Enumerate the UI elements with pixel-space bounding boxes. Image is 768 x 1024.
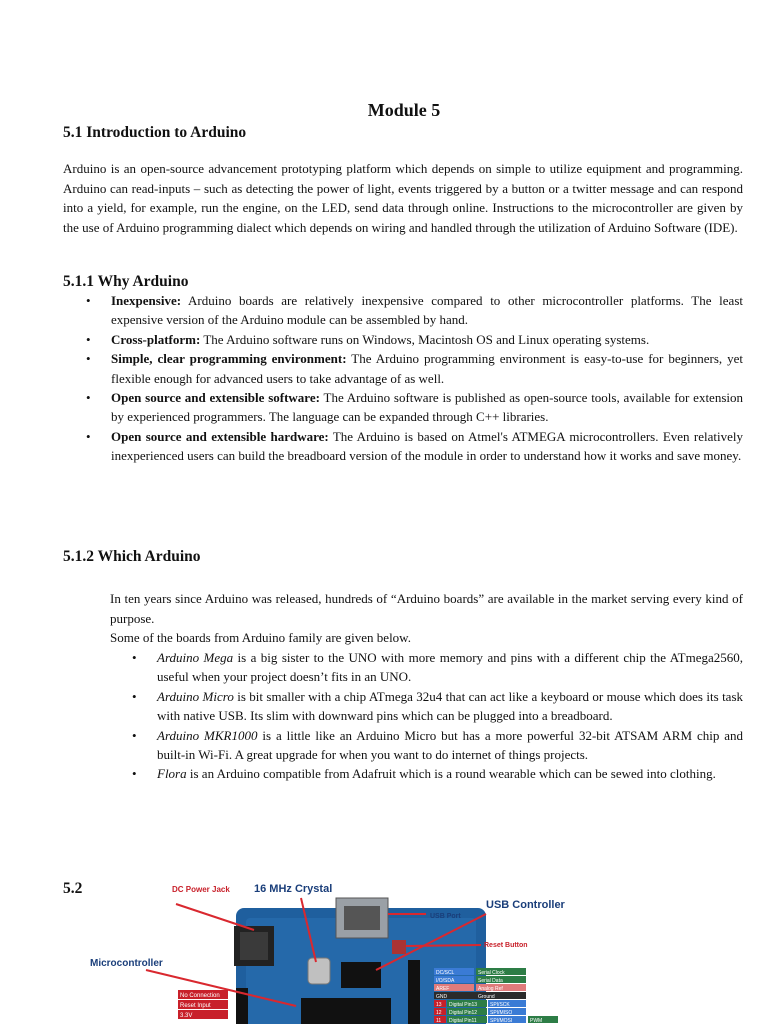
bullet-icon: • [86,331,91,347]
list-item-term: Open source and extensible software: [111,390,320,406]
right-pin-label: SPI/MOSI [490,1018,513,1024]
right-pin-label: SPI/SCK [490,1002,510,1008]
right-pin-label: I/O/SDA [436,978,455,984]
dc-power-jack-label: DC Power Jack [172,885,230,894]
microcontroller-chip-shape [301,998,391,1024]
list-item-text: The Arduino software runs on Windows, Macintosh OS and Linux operating systems. [200,331,650,347]
board-name: Flora [157,766,187,782]
list-item [86,427,743,466]
list-item [86,388,743,427]
reset-button-label: Reset Button [484,942,528,949]
list-item-text: Arduino boards are relatively inexpensive compared to other microcontroller platforms. The least expensive version of the Arduino module can be assembled by hand. [111,293,743,328]
section-5-2-heading: 5.2 [63,880,83,897]
right-pin-label: DC/SCL [436,970,455,976]
bullet-icon: • [86,293,91,308]
right-pin-label: Serial Clock [478,970,505,976]
list-item [132,764,743,783]
list-item-term: Cross-platform: [111,331,201,347]
list-item [132,726,743,765]
list-item [86,330,743,349]
right-pin-label: Serial Data [478,978,503,984]
usb-chip-shape [341,962,381,988]
board-description: is bit smaller with a chip ATmega 32u4 that can act like a keyboard or mouse which does its task with native USB. Its slim with downward pins which can be plugged into a breadboard. [157,688,744,724]
right-pin-label: Digital Pin11 [449,1018,477,1024]
right-pin-label: SPI/MISO [490,1010,513,1016]
board-description: is a little like an Arduino Micro but has a more powerful 32-bit ATSAM ARM chip and built-in Wi-Fi. A great upgrade for when you want to do internet of things projects. [157,727,743,763]
right-pin-label: PWM [530,1018,543,1024]
left-pin-label: Reset Input [180,1003,211,1009]
right-pin-label: GND [436,994,448,1000]
bullet-icon: • [132,650,137,665]
left-pin-label: 3.3V [180,1013,193,1019]
boards-list [132,648,743,784]
board-name: Arduino Mega [157,650,234,665]
bullet-icon: • [132,688,137,704]
arduino-board-illustration [86,870,606,1024]
dc-jack-inner [240,932,268,960]
bullet-icon: • [86,351,91,367]
list-item [86,291,743,330]
crystal-shape [308,958,330,984]
list-item [132,648,743,687]
list-item-term: Simple, clear programming environment: [111,351,347,367]
bullet-icon: • [132,727,137,743]
module-title: Module 5 [367,100,441,120]
left-pin-label: No Connection [180,993,220,999]
right-pin-label: 11 [436,1018,442,1024]
list-item [86,349,743,388]
right-pin-table [434,968,558,1024]
crystal-label: 16 MHz Crystal [254,883,333,895]
left-pin-table [178,990,228,1019]
list-item-term: Open source and extensible hardware: [111,428,329,444]
right-header-strip [408,960,420,1024]
section-5-1-paragraph: Arduino is an open-source advancement prototyping platform which depends on simple to utilize equipment and programming. Arduino can read-inputs – such as detecting the power of light, events triggered by a button or a twitter message and can respond into a yield, for example, run the engine, on the LED, send data through online. Instructions to the microcontroller are given by the use of Arduino programming dialect which depends on wiring and handled through the utilization of Arduino Software (IDE). [63,161,743,235]
board-name: Arduino MKR1000 [157,727,258,743]
right-pin-label: AREF [436,986,450,992]
board-name: Arduino Micro [157,688,234,704]
usb-port-label: USB Port [430,913,461,920]
right-pin-label: 13 [436,1002,442,1008]
board-description: is a big sister to the UNO with more memory and pins with a different chip the ATmega2560, useful when your project doesn’t fits in an UNO. [157,650,743,685]
list-item-text: The Arduino is based on Atmel's ATMEGA microcontrollers. Even relatively inexperienced users can build the breadboard version of the module in order to understand how it works and save money. [111,428,743,464]
bullet-icon: • [86,390,91,406]
bullet-icon: • [86,428,91,444]
right-pin-label: Ground [478,994,495,1000]
reset-button-arrow [406,945,481,946]
usb-controller-label: USB Controller [486,899,565,911]
right-pin-label: Digital Pin13 [449,1002,478,1008]
section-5-1-heading: 5.1 Introduction to Arduino [63,124,247,141]
arduino-board-figure [86,870,606,1024]
right-pin-label: Digital Pin12 [449,1010,478,1016]
list-item-text: The Arduino software is published as open-source tools, available for extension by experienced programmers. The language can be expanded through C++ libraries. [111,390,743,425]
list-item-term: Inexpensive: [111,293,182,308]
right-pin-label: Analog Ref [478,986,503,992]
bullet-icon: • [132,766,137,782]
list-item [132,687,743,726]
usb-port-inner [344,906,380,930]
board-description: is an Arduino compatible from Adafruit which is a round wearable which can be sewed into clothing. [186,766,716,782]
why-arduino-list [86,291,743,466]
which-arduino-intro [110,589,743,648]
section-5-1-2-heading: 5.1.2 Which Arduino [63,548,201,565]
which-arduino-intro-line: Some of the boards from Arduino family are given below. [110,630,411,646]
list-item-text: The Arduino programming environment is easy-to-use for beginners, yet flexible enough for advanced users to take advantage of as well. [111,351,743,386]
reset-button-shape [392,940,406,954]
which-arduino-intro-line: In ten years since Arduino was released, hundreds of “Arduino boards” are available in the market serving every kind of purpose. [110,591,743,626]
section-5-1-1-heading: 5.1.1 Why Arduino [63,273,189,290]
right-pin-label: 12 [436,1010,442,1016]
microcontroller-label: Microcontroller [90,958,163,969]
